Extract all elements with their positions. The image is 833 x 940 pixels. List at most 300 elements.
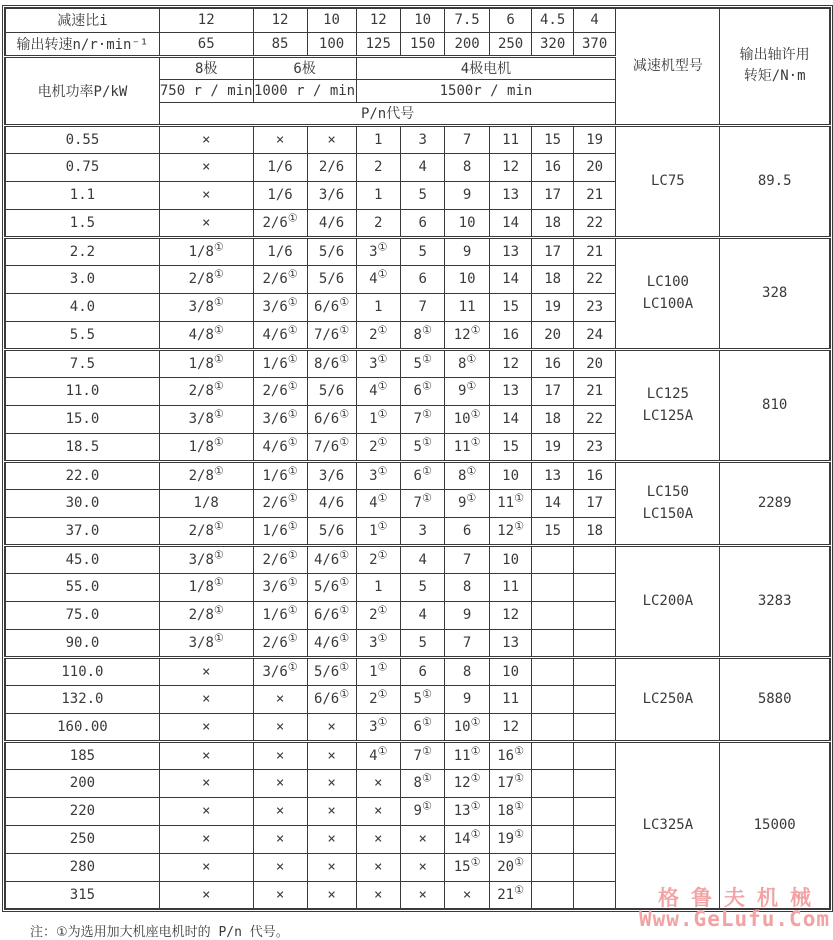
power-cell: 18.5 [5,433,159,461]
circled-1-superscript: ① [213,267,224,281]
pn-code-cell: 8① [445,461,489,489]
pn-code-cell: 13 [489,629,532,657]
pn-code-cell: × [253,125,307,153]
speed-value: 65 [159,32,253,56]
pn-code-cell: 2/8① [159,265,253,293]
pn-code-cell: 11 [489,573,532,601]
pn-code-cell: 4① [356,265,400,293]
table-header [5,8,830,125]
power-cell: 200 [5,769,159,797]
pn-code-cell: 2① [356,601,400,629]
pn-code-cell: 23 [573,433,615,461]
pn-code-cell: 18 [532,405,574,433]
pn-code-cell: 3/6 [307,181,356,209]
pn-code-cell: 7 [400,293,444,321]
circled-1-superscript: ① [514,855,524,869]
circled-1-superscript: ① [377,379,388,393]
pn-code-cell: 16 [532,349,574,377]
circled-1-superscript: ① [514,771,524,785]
pn-code-cell: 9 [445,181,489,209]
pn-code-cell: 7 [445,629,489,657]
circled-1-superscript: ① [287,547,298,561]
pn-code-cell: 4① [356,741,400,769]
pn-code-cell: 7 [445,545,489,573]
pn-code-cell: 7① [400,489,444,517]
pn-code-cell: 1/8① [159,573,253,601]
pn-code-cell: 13① [445,797,489,825]
pn-code-cell [532,573,574,601]
pn-code-cell: 19 [532,433,574,461]
circled-1-superscript: ① [377,743,388,757]
power-cell: 15.0 [5,405,159,433]
speed-value: 370 [573,32,615,56]
pn-code-cell: 11 [489,685,532,713]
circled-1-superscript: ① [339,547,350,561]
pn-code-cell: 17 [532,237,574,265]
pn-code-cell: 16 [489,321,532,349]
power-cell: 132.0 [5,685,159,713]
pn-code-cell: 3 [400,125,444,153]
circled-1-superscript: ① [339,295,350,309]
pn-code-cell: 4 [400,601,444,629]
pn-code-cell: 2① [356,545,400,573]
pn-code-cell: 17① [489,769,532,797]
pn-code-cell: 4/6 [307,209,356,237]
pn-code-cell [532,657,574,685]
pn-code-cell [532,629,574,657]
pn-code-cell: 13 [532,461,574,489]
circled-1-superscript: ① [287,267,298,281]
pn-code-cell: 5/6 [307,377,356,405]
reducer-spec-table [4,7,831,910]
circled-1-superscript: ① [287,491,298,505]
circled-1-superscript: ① [287,322,298,336]
torque-cell: 3283 [720,545,830,657]
pn-code-cell: × [159,153,253,181]
pn-code-cell: 12 [489,601,532,629]
power-cell: 0.75 [5,153,159,181]
pn-code-cell: 6/6① [307,601,356,629]
pn-code-cell: 2① [356,321,400,349]
pn-code-cell [532,741,574,769]
pn-code-cell: 20 [532,321,574,349]
circled-1-superscript: ① [470,407,481,421]
pole8-header: 8极 [159,56,253,79]
pn-code-cell: 12 [489,349,532,377]
power-cell: 7.5 [5,349,159,377]
pn-code-cell: 11 [489,125,532,153]
pn-code-cell: 4/6 [307,489,356,517]
circled-1-superscript: ① [213,547,224,561]
circled-1-superscript: ① [421,714,432,728]
pn-code-cell [573,853,615,881]
pn-code-cell: 5① [400,685,444,713]
pn-code-cell: 21① [489,881,532,909]
pn-code-cell: 4/8① [159,321,253,349]
pn-code-cell: 12① [489,517,532,545]
pn-code-cell [573,741,615,769]
pn-code-cell: × [253,685,307,713]
pn-code-cell: 6 [400,657,444,685]
pn-code-cell: × [253,769,307,797]
circled-1-superscript: ① [470,714,481,728]
power-cell: 220 [5,797,159,825]
pn-code-cell: 1 [356,293,400,321]
pn-code-cell: 3/6① [253,293,307,321]
torque-cell: 328 [720,237,830,349]
circled-1-superscript: ① [514,743,524,757]
pn-code-cell: 5 [400,237,444,265]
speed-value: 200 [445,32,489,56]
pn-code-cell: × [159,209,253,237]
pn-code-cell: 10 [489,461,532,489]
circled-1-superscript: ① [213,322,224,336]
rpm1500-header: 1500r / min [356,79,616,102]
pn-code-cell: 2/6① [253,545,307,573]
pn-code-cell: × [400,881,444,909]
circled-1-superscript: ① [377,239,388,253]
pn-code-cell: 15 [489,433,532,461]
model-cell: LC75 [616,125,720,237]
pn-code-cell: 2/8① [159,377,253,405]
pn-code-cell [532,685,574,713]
circled-1-superscript: ① [213,407,224,421]
pn-code-cell: 18 [532,265,574,293]
pn-code-cell: 12 [489,153,532,181]
pn-code-cell: 1① [356,657,400,685]
pn-code-cell: 2① [356,433,400,461]
pn-code-cell: 17 [532,377,574,405]
pn-code-cell: 17 [573,489,615,517]
circled-1-superscript: ① [470,827,481,841]
pn-code-cell: 4/6① [307,545,356,573]
spec-table-container [2,5,833,912]
ratio-value: 4 [573,8,615,32]
model-cell: LC125 LC125A [616,349,720,461]
pn-code-cell: 19① [489,825,532,853]
pn-code-cell [573,825,615,853]
pn-code-cell: 19 [573,125,615,153]
circled-1-superscript: ① [377,491,388,505]
pn-code-cell [573,545,615,573]
circled-1-superscript: ① [339,630,350,644]
power-cell: 3.0 [5,265,159,293]
circled-1-superscript: ① [421,491,432,505]
pn-code-cell: 11① [445,741,489,769]
speed-value: 85 [253,32,307,56]
pn-code-cell: 15 [532,517,574,545]
pn-code-cell: 1/6 [253,181,307,209]
circled-1-superscript: ① [287,603,298,617]
pn-code-cell: 10 [489,545,532,573]
torque-cell: 2289 [720,461,830,545]
pn-code-cell: 18 [573,517,615,545]
power-cell: 250 [5,825,159,853]
circled-1-superscript: ① [287,351,298,365]
pn-code-cell: 14 [532,489,574,517]
power-cell: 280 [5,853,159,881]
pn-code-cell [532,881,574,909]
pn-code-cell: 14 [489,265,532,293]
table-row [5,125,830,153]
pn-code-cell: × [253,741,307,769]
pn-code-cell [573,769,615,797]
pn-code-cell: 21 [573,181,615,209]
pn-code-cell: 23 [573,293,615,321]
pn-code-cell: 5① [400,349,444,377]
pn-code-cell: 2/8① [159,601,253,629]
pn-code-cell: 14① [445,825,489,853]
pn-code-cell: 5/6① [307,657,356,685]
pn-code-cell: 3① [356,237,400,265]
pn-code-cell: 8① [445,349,489,377]
pn-code-cell: 10 [489,657,532,685]
circled-1-superscript: ① [377,630,388,644]
pn-code-cell [532,713,574,741]
model-cell: LC250A [616,657,720,741]
pn-code-cell: 3 [400,517,444,545]
pn-code-cell: 2/8① [159,517,253,545]
circled-1-superscript: ① [287,210,298,224]
pn-code-cell: × [445,881,489,909]
pn-code-cell: 7① [400,405,444,433]
pn-code-cell: 10① [445,713,489,741]
pn-code-cell: 6① [400,713,444,741]
pn-code-cell: 1/8① [159,237,253,265]
model-column-header: 减速机型号 [616,8,720,125]
pn-code-cell: 10 [445,209,489,237]
pn-code-cell: 6① [400,461,444,489]
pn-code-cell: 1/8 [159,489,253,517]
power-label: 电机功率P/kW [5,56,159,125]
pn-code-cell: 9① [445,377,489,405]
rpm750-header: 750 r / min [159,79,253,102]
power-cell: 11.0 [5,377,159,405]
pn-code-cell: × [307,741,356,769]
speed-value: 125 [356,32,400,56]
table-row [5,461,830,489]
pn-code-cell: × [307,713,356,741]
pn-code-cell: × [307,881,356,909]
pn-code-cell: 3/8① [159,629,253,657]
pn-code-cell: 5/6 [307,517,356,545]
table-row [5,237,830,265]
circled-1-superscript: ① [287,659,298,673]
pole6-header: 6极 [253,56,356,79]
pn-code-cell: 8① [400,321,444,349]
pn-code-cell: 14 [489,209,532,237]
pn-code-cell: 3① [356,349,400,377]
circled-1-superscript: ① [213,379,224,393]
pn-code-cell: 13 [489,237,532,265]
pn-code-cell: 1/6① [253,601,307,629]
pn-code-cell: 21 [573,377,615,405]
pn-code-cell [573,881,615,909]
pn-code-cell: 9① [445,489,489,517]
circled-1-superscript: ① [514,491,524,505]
circled-1-superscript: ① [377,659,388,673]
pn-code-cell: 5/6① [307,573,356,601]
pn-code-cell: 2/6① [253,209,307,237]
pn-code-cell: 1/6① [253,517,307,545]
circled-1-superscript: ① [287,630,298,644]
ratio-value: 12 [356,8,400,32]
pn-code-cell [532,601,574,629]
pn-code-cell: 1/6① [253,461,307,489]
pn-code-cell: 20 [573,153,615,181]
circled-1-superscript: ① [377,463,388,477]
pn-code-cell: 9 [445,237,489,265]
pn-code-cell: 1① [356,405,400,433]
circled-1-superscript: ① [377,603,388,617]
pn-code-cell: 2 [356,153,400,181]
circled-1-superscript: ① [466,491,477,505]
pn-code-cell: 2/6① [253,377,307,405]
pn-code-cell: 1① [356,517,400,545]
circled-1-superscript: ① [470,434,481,448]
pn-code-cell: 9 [445,601,489,629]
pn-code-cell: 3/8① [159,405,253,433]
model-cell: LC325A [616,741,720,909]
pn-code-cell [573,797,615,825]
circled-1-superscript: ① [213,351,224,365]
pn-code-cell: 15 [489,293,532,321]
pn-code-cell: 2/6① [253,629,307,657]
ratio-value: 12 [253,8,307,32]
power-cell: 1.1 [5,181,159,209]
pn-code-cell: 10 [445,265,489,293]
pn-code-cell: 6 [445,517,489,545]
pn-code-cell: 2/6① [253,265,307,293]
power-cell: 30.0 [5,489,159,517]
watermark-url-text: Www.GeLufu.Com [638,907,830,931]
circled-1-superscript: ① [470,799,481,813]
pn-code-cell: 1 [356,125,400,153]
pn-code-cell: 4/6① [307,629,356,657]
pn-code-cell: × [356,825,400,853]
pn-code-cell: 5 [400,629,444,657]
circled-1-superscript: ① [470,743,481,757]
speed-label: 输出转速n/r·min⁻¹ [5,32,159,56]
pn-code-cell: 12① [445,321,489,349]
torque-cell: 15000 [720,741,830,909]
power-cell: 45.0 [5,545,159,573]
power-cell: 55.0 [5,573,159,601]
pn-code-cell: 6/6① [307,293,356,321]
pn-code-cell [532,797,574,825]
torque-column-header [720,8,830,125]
pn-code-cell: 11① [489,489,532,517]
pn-code-cell: × [159,657,253,685]
pn-code-cell: 6① [400,377,444,405]
watermark-brand-text: 格鲁夫机械 [657,886,823,910]
pn-code-cell: 4 [400,153,444,181]
circled-1-superscript: ① [287,518,298,532]
speed-value: 250 [489,32,532,56]
pn-code-cell: 20 [573,349,615,377]
pn-code-cell: × [356,881,400,909]
power-cell: 22.0 [5,461,159,489]
ratio-value: 12 [159,8,253,32]
pn-code-cell: 18 [532,209,574,237]
ratio-value: 4.5 [532,8,574,32]
pn-code-cell: 19 [532,293,574,321]
circled-1-superscript: ① [339,322,350,336]
circled-1-superscript: ① [377,518,388,532]
circled-1-superscript: ① [470,855,481,869]
table-row [5,741,830,769]
circled-1-superscript: ① [421,351,432,365]
pn-code-cell: 4① [356,377,400,405]
circled-1-superscript: ① [339,407,350,421]
table-row [5,545,830,573]
circled-1-superscript: ① [213,239,224,253]
pn-code-cell [573,685,615,713]
pn-code-cell: × [307,125,356,153]
pn-code-cell: 8 [445,153,489,181]
pn-code-cell: 8/6① [307,349,356,377]
circled-1-superscript: ① [466,463,477,477]
pn-code-cell: 5 [400,573,444,601]
circled-1-superscript: ① [421,322,432,336]
pn-code-cell: 4 [400,545,444,573]
pn-code-cell: 4/6① [253,321,307,349]
power-cell: 160.00 [5,713,159,741]
pn-code-cell: × [356,769,400,797]
pn-code-cell: 10① [445,405,489,433]
pn-code-cell: × [253,797,307,825]
pn-code-cell: 2/6① [253,489,307,517]
ratio-value: 10 [307,8,356,32]
pn-code-cell: 15① [445,853,489,881]
circled-1-superscript: ① [421,771,432,785]
power-cell: 75.0 [5,601,159,629]
pn-code-cell: × [253,825,307,853]
table-row [5,349,830,377]
circled-1-superscript: ① [339,659,350,673]
rpm1000-header: 1000 r / min [253,79,356,102]
pn-code-cell: × [159,797,253,825]
circled-1-superscript: ① [339,603,350,617]
circled-1-superscript: ① [514,827,524,841]
ratio-row [5,8,830,32]
circled-1-superscript: ① [421,799,432,813]
pn-code-cell: 11① [445,433,489,461]
circled-1-superscript: ① [213,630,224,644]
pn-code-cell: 5 [400,181,444,209]
circled-1-superscript: ① [287,295,298,309]
pn-code-cell: 12① [445,769,489,797]
watermark [639,888,830,930]
circled-1-superscript: ① [421,379,432,393]
circled-1-superscript: ① [514,799,524,813]
torque-header-line2: 转矩/N·m [743,68,806,85]
torque-cell: 89.5 [720,125,830,237]
pn-code-cell: 22 [573,405,615,433]
pn-code-cell: 9 [445,685,489,713]
circled-1-superscript: ① [213,434,224,448]
pn-code-cell: 3① [356,629,400,657]
pn-code-cell: 1/8① [159,433,253,461]
pn-code-cell: 8① [400,769,444,797]
pn-code-cell: 7① [400,741,444,769]
pn-code-cell: 8 [445,573,489,601]
model-cell: LC100 LC100A [616,237,720,349]
circled-1-superscript: ① [514,518,524,532]
circled-1-superscript: ① [377,351,388,365]
power-cell: 5.5 [5,321,159,349]
pn-code-cell: 18① [489,797,532,825]
